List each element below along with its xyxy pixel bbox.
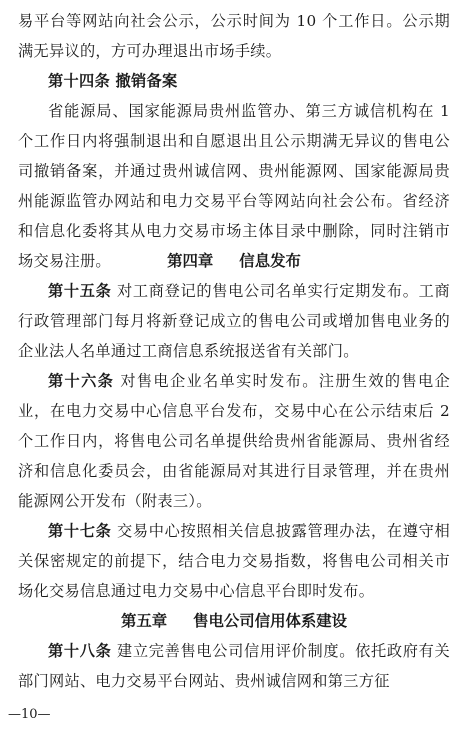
article-16-heading: 第十六条 — [48, 372, 115, 390]
article-18-text: 建立完善售电公司信用评价制度。依托政府有关部门网站、电力交易平台网站、贵州诚信网和第三方征 — [18, 642, 450, 690]
chapter-4-title: 信息发布 — [239, 252, 301, 270]
article-17-heading: 第十七条 — [48, 522, 112, 540]
article-17 — [18, 516, 450, 606]
article-15-heading: 第十五条 — [48, 282, 112, 300]
article-14-heading: 第十四条 撤销备案 — [48, 72, 178, 90]
article-15 — [18, 276, 450, 366]
article-18 — [18, 636, 450, 696]
article-18-heading: 第十八条 — [48, 642, 112, 660]
article-17-text: 交易中心按照相关信息披露管理办法，在遵守相关保密规定的前提下，结合电力交易指数，将售电公司相关市场化交易信息通过电力交易中心信息平台即时发布。 — [18, 522, 450, 600]
chapter-5-number: 第五章 — [120, 612, 168, 630]
page-number: —10— — [8, 707, 51, 722]
chapter-5-title: 售电公司信用体系建设 — [193, 612, 348, 630]
chapter-4-heading — [18, 246, 450, 276]
article-14-text: 省能源局、国家能源局贵州监管办、第三方诚信机构在 1 个工作日内将强制退出和自愿退出且公示期满无异议的售电公司撤销备案，并通过贵州诚信网、贵州能源网、国家能源局贵州能源监管办网站和电力交易平台等网站向社会公布。省经济和信息化委将其从电力交易市场主体目录中删除，同时注销市场交易注册。 — [18, 102, 450, 270]
paragraph-continuation: 易平台等网站向社会公示，公示时间为 10 个工作日。公示期满无异议的，方可办理退出市场手续。 — [18, 12, 450, 60]
chapter-4-number: 第四章 — [167, 252, 214, 270]
article-16-text: 对售电企业名单实时发布。注册生效的售电企业，在电力交易中心信息平台发布，交易中心在公示结束后 2 个工作日内，将售电公司名单提供给贵州省能源局、贵州省经济和信息化委员会，由省能源局对其进行目录管理，并在贵州能源网公开发布（附表三）。 — [18, 372, 451, 510]
article-15-text: 对工商登记的售电公司名单实行定期发布。工商行政管理部门每月将新登记成立的售电公司或增加售电业务的企业法人名单通过工商信息系统报送省有关部门。 — [18, 282, 450, 360]
article-16 — [18, 366, 450, 516]
chapter-5-heading — [18, 606, 450, 636]
